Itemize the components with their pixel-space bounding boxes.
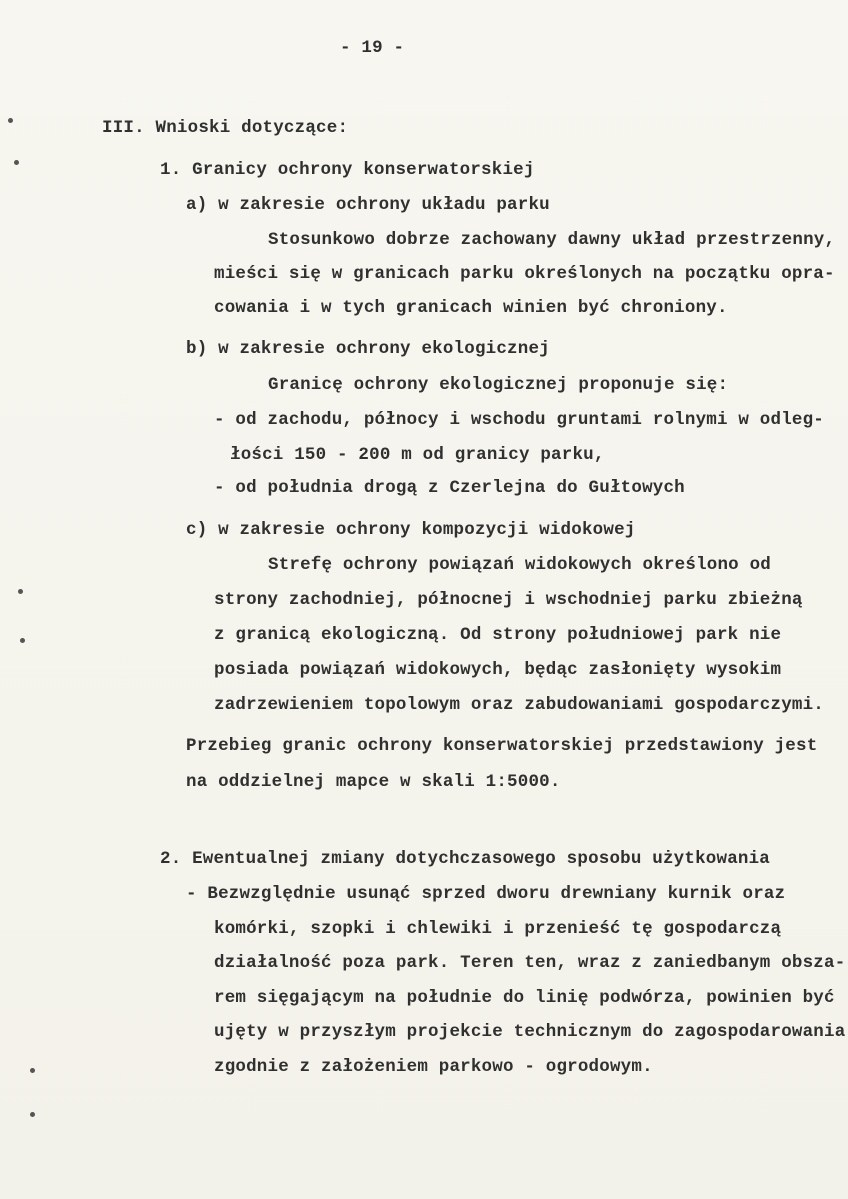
margin-mark bbox=[30, 1068, 35, 1073]
margin-mark bbox=[20, 638, 25, 643]
paragraph-line: Strefę ochrony powiązań widokowych określono od bbox=[268, 555, 771, 575]
paragraph-line: działalność poza park. Teren ten, wraz z zaniedbanym obsza- bbox=[214, 953, 846, 973]
paragraph-line: na oddzielnej mapce w skali 1:5000. bbox=[186, 772, 561, 792]
margin-mark bbox=[18, 589, 23, 594]
list-item-continuation: łości 150 - 200 m od granicy parku, bbox=[230, 445, 605, 465]
paragraph-line: strony zachodniej, północnej i wschodniej parku zbieżną bbox=[214, 590, 803, 610]
item-heading-c: c) w zakresie ochrony kompozycji widokowej bbox=[186, 520, 636, 540]
page-number: - 19 - bbox=[340, 38, 405, 58]
list-item: - Bezwzględnie usunąć sprzed dworu drewniany kurnik oraz bbox=[186, 884, 786, 904]
paragraph-line: rem sięgającym na południe do linię podwórza, powinien być bbox=[214, 988, 835, 1008]
subsection-heading-2: 2. Ewentualnej zmiany dotychczasowego sposobu użytkowania bbox=[160, 849, 770, 869]
paragraph-line: cowania i w tych granicach winien być chroniony. bbox=[214, 298, 728, 318]
paragraph-line: Przebieg granic ochrony konserwatorskiej przedstawiony jest bbox=[186, 736, 818, 756]
list-item: - od zachodu, północy i wschodu gruntami rolnymi w odleg- bbox=[214, 410, 824, 430]
list-item: - od południa drogą z Czerlejna do Gułtowych bbox=[214, 478, 685, 498]
section-heading: III. Wnioski dotyczące: bbox=[102, 118, 349, 138]
paragraph-line: zgodnie z założeniem parkowo - ogrodowym. bbox=[214, 1057, 653, 1077]
margin-mark bbox=[8, 118, 13, 123]
paragraph-line: komórki, szopki i chlewiki i przenieść tę gospodarczą bbox=[214, 919, 782, 939]
item-heading-b: b) w zakresie ochrony ekologicznej bbox=[186, 339, 550, 359]
margin-mark bbox=[30, 1112, 35, 1117]
paragraph-line: Stosunkowo dobrze zachowany dawny układ przestrzenny, bbox=[268, 230, 836, 250]
paragraph-line: Granicę ochrony ekologicznej proponuje się: bbox=[268, 375, 729, 395]
paragraph-line: mieści się w granicach parku określonych na początku opra- bbox=[214, 264, 835, 284]
item-heading-a: a) w zakresie ochrony układu parku bbox=[186, 195, 550, 215]
paragraph-line: zadrzewieniem topolowym oraz zabudowaniami gospodarczymi. bbox=[214, 695, 824, 715]
margin-mark bbox=[14, 160, 19, 165]
subsection-heading-1: 1. Granicy ochrony konserwatorskiej bbox=[160, 160, 535, 180]
paragraph-line: z granicą ekologiczną. Od strony południowej park nie bbox=[214, 625, 782, 645]
paragraph-line: posiada powiązań widokowych, będąc zasłonięty wysokim bbox=[214, 660, 782, 680]
paragraph-line: ujęty w przyszłym projekcie technicznym do zagospodarowania bbox=[214, 1022, 846, 1042]
